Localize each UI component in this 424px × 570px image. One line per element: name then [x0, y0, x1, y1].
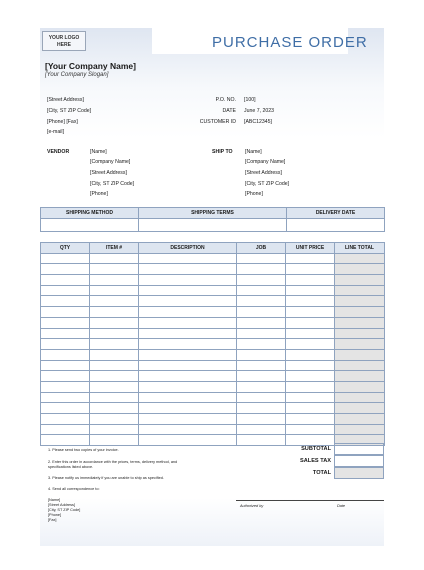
item-cell[interactable] — [41, 381, 90, 392]
correspondence-phone: [Phone] — [48, 513, 62, 517]
item-cell[interactable] — [41, 285, 90, 296]
total-label: TOTAL — [312, 470, 331, 476]
item-cell[interactable] — [237, 381, 286, 392]
table-row — [41, 339, 385, 350]
table-row — [41, 264, 385, 275]
customer-id-value: [ABC12345] — [244, 119, 272, 125]
table-row — [41, 285, 385, 296]
item-cell[interactable] — [139, 339, 237, 350]
logo-line-2: HERE — [57, 41, 71, 48]
table-row — [41, 371, 385, 382]
correspondence-name: [Name] — [48, 498, 61, 502]
item-cell[interactable] — [335, 424, 385, 435]
item-cell[interactable] — [41, 296, 90, 307]
authorized-by-label: Authorized by — [240, 504, 264, 508]
item-cell[interactable] — [41, 253, 90, 264]
item-cell[interactable] — [139, 275, 237, 286]
table-row — [41, 392, 385, 403]
customer-id-label: CUSTOMER ID — [199, 119, 236, 125]
item-cell[interactable] — [41, 275, 90, 286]
table-row — [41, 349, 385, 360]
item-cell[interactable] — [335, 264, 385, 275]
item-cell[interactable] — [335, 371, 385, 382]
item-cell[interactable] — [286, 307, 335, 318]
table-row — [41, 307, 385, 318]
signature-line — [236, 500, 384, 501]
item-cell[interactable] — [90, 360, 139, 371]
description-header: DESCRIPTION — [139, 243, 237, 254]
item-cell[interactable] — [90, 435, 139, 446]
vendor-company: [Company Name] — [90, 159, 131, 165]
item-cell[interactable] — [335, 339, 385, 350]
ship-to-street: [Street Address] — [245, 170, 282, 176]
item-cell[interactable] — [237, 307, 286, 318]
item-cell[interactable] — [90, 414, 139, 425]
item-cell[interactable] — [286, 339, 335, 350]
item-cell[interactable] — [41, 435, 90, 446]
delivery-date-cell[interactable] — [287, 218, 385, 231]
note-4: 4. Send all correspondence to: — [48, 487, 100, 491]
item-cell[interactable] — [139, 392, 237, 403]
ship-to-company: [Company Name] — [245, 159, 286, 165]
sender-street: [Street Address] — [47, 97, 84, 103]
item-cell[interactable] — [286, 317, 335, 328]
item-cell[interactable] — [286, 360, 335, 371]
item-cell[interactable] — [286, 253, 335, 264]
item-cell[interactable] — [237, 253, 286, 264]
item-cell[interactable] — [41, 349, 90, 360]
item-cell[interactable] — [41, 307, 90, 318]
subtotal-label: SUBTOTAL — [301, 446, 331, 452]
company-name: [Your Company Name] — [45, 61, 136, 71]
vendor-phone: [Phone] — [90, 191, 108, 197]
table-row — [41, 253, 385, 264]
note-3: 3. Please notify us immediately if you are unable to ship as specified. — [48, 476, 164, 480]
shipping-terms-header: SHIPPING TERMS — [139, 208, 287, 219]
table-row — [41, 275, 385, 286]
company-slogan: [Your Company Slogan] — [45, 72, 109, 78]
item-cell[interactable] — [286, 285, 335, 296]
item-cell[interactable] — [335, 285, 385, 296]
note-2b: specifications listed above. — [48, 465, 94, 469]
job-header: JOB — [237, 243, 286, 254]
item-cell[interactable] — [139, 253, 237, 264]
document-title: PURCHASE ORDER — [212, 34, 368, 51]
table-row — [41, 317, 385, 328]
note-1: 1. Please send two copies of your invoice. — [48, 448, 119, 452]
item-cell[interactable] — [237, 328, 286, 339]
table-row — [41, 414, 385, 425]
shipping-table — [40, 207, 385, 232]
item-cell[interactable] — [139, 381, 237, 392]
line-total-header: LINE TOTAL — [335, 243, 385, 254]
item-cell[interactable] — [335, 307, 385, 318]
item-cell[interactable] — [41, 339, 90, 350]
item-cell[interactable] — [335, 275, 385, 286]
item-cell[interactable] — [335, 328, 385, 339]
table-row — [41, 360, 385, 371]
sender-phone-fax: [Phone] [Fax] — [47, 119, 78, 125]
item-cell[interactable] — [237, 349, 286, 360]
vendor-street: [Street Address] — [90, 170, 127, 176]
item-cell[interactable] — [90, 328, 139, 339]
item-cell[interactable] — [237, 360, 286, 371]
item-cell[interactable] — [335, 392, 385, 403]
signature-date-label: Date — [337, 504, 346, 508]
item-cell[interactable] — [90, 392, 139, 403]
table-row — [41, 435, 385, 446]
item-cell[interactable] — [286, 264, 335, 275]
item-cell[interactable] — [90, 381, 139, 392]
item-cell[interactable] — [41, 317, 90, 328]
item-number-header: ITEM # — [90, 243, 139, 254]
item-cell[interactable] — [41, 403, 90, 414]
table-row — [41, 328, 385, 339]
ship-to-phone: [Phone] — [245, 191, 263, 197]
item-cell[interactable] — [335, 414, 385, 425]
item-cell[interactable] — [139, 371, 237, 382]
item-cell[interactable] — [41, 414, 90, 425]
item-cell[interactable] — [90, 349, 139, 360]
item-cell[interactable] — [286, 328, 335, 339]
date-value: June 7, 2023 — [244, 108, 274, 114]
sender-email: [e-mail] — [47, 129, 65, 135]
item-cell[interactable] — [139, 264, 237, 275]
item-cell[interactable] — [139, 307, 237, 318]
qty-header: QTY — [41, 243, 90, 254]
vendor-city: [City, ST ZIP Code] — [90, 181, 135, 187]
item-cell[interactable] — [139, 328, 237, 339]
shipping-method-header: SHIPPING METHOD — [41, 208, 139, 219]
item-cell[interactable] — [41, 328, 90, 339]
item-cell[interactable] — [286, 275, 335, 286]
item-cell[interactable] — [90, 424, 139, 435]
po-label: P.O. NO. — [215, 97, 236, 103]
item-cell[interactable] — [90, 253, 139, 264]
correspondence-street: [Street Address] — [48, 503, 76, 507]
correspondence-fax: [Fax] — [48, 518, 57, 522]
item-cell[interactable] — [90, 296, 139, 307]
item-cell[interactable] — [90, 371, 139, 382]
table-row — [41, 296, 385, 307]
subtotal-value[interactable] — [334, 443, 384, 455]
item-cell[interactable] — [139, 435, 237, 446]
item-cell[interactable] — [237, 317, 286, 328]
item-cell[interactable] — [90, 285, 139, 296]
ship-to-city: [City, ST ZIP Code] — [245, 181, 290, 187]
vendor-name: [Name] — [90, 149, 107, 155]
item-cell[interactable] — [41, 424, 90, 435]
item-cell[interactable] — [139, 296, 237, 307]
sales-tax-label: SALES TAX — [300, 458, 331, 464]
logo-line-1: YOUR LOGO — [48, 35, 80, 41]
item-cell[interactable] — [335, 403, 385, 414]
sender-city: [City, ST ZIP Code] — [47, 108, 92, 114]
item-cell[interactable] — [335, 360, 385, 371]
item-cell[interactable] — [90, 307, 139, 318]
unit-price-header: UNIT PRICE — [286, 243, 335, 254]
item-cell[interactable] — [237, 371, 286, 382]
item-cell[interactable] — [286, 381, 335, 392]
item-cell[interactable] — [90, 403, 139, 414]
item-cell[interactable] — [41, 360, 90, 371]
shipping-method-cell[interactable] — [41, 218, 139, 231]
correspondence-city: [City, ST ZIP Code] — [48, 508, 81, 512]
item-cell[interactable] — [90, 264, 139, 275]
item-cell[interactable] — [237, 424, 286, 435]
item-cell[interactable] — [139, 285, 237, 296]
vendor-label: VENDOR — [47, 149, 70, 155]
note-2a: 2. Enter this order in accordance with the prices, terms, delivery method, and — [48, 460, 178, 464]
table-row — [41, 403, 385, 414]
item-cell[interactable] — [139, 424, 237, 435]
item-cell[interactable] — [237, 275, 286, 286]
line-items-table — [40, 242, 385, 446]
item-cell[interactable] — [335, 349, 385, 360]
item-cell[interactable] — [90, 339, 139, 350]
item-cell[interactable] — [139, 317, 237, 328]
item-cell[interactable] — [286, 403, 335, 414]
item-cell[interactable] — [286, 392, 335, 403]
item-cell[interactable] — [335, 253, 385, 264]
item-cell[interactable] — [139, 403, 237, 414]
logo-placeholder — [42, 31, 86, 51]
item-cell[interactable] — [41, 392, 90, 403]
item-cell[interactable] — [139, 360, 237, 371]
ship-to-label: SHIP TO — [212, 149, 233, 155]
total-value[interactable] — [334, 467, 384, 479]
item-cell[interactable] — [286, 424, 335, 435]
item-cell[interactable] — [237, 285, 286, 296]
item-cell[interactable] — [90, 275, 139, 286]
item-cell[interactable] — [286, 435, 335, 446]
item-cell[interactable] — [335, 381, 385, 392]
item-cell[interactable] — [237, 414, 286, 425]
po-value: [100] — [244, 97, 256, 103]
item-cell[interactable] — [286, 414, 335, 425]
item-cell[interactable] — [90, 317, 139, 328]
item-cell[interactable] — [41, 371, 90, 382]
item-cell[interactable] — [335, 296, 385, 307]
sales-tax-value[interactable] — [334, 455, 384, 467]
item-cell[interactable] — [286, 349, 335, 360]
date-label: DATE — [222, 108, 236, 114]
item-cell[interactable] — [286, 296, 335, 307]
item-cell[interactable] — [237, 264, 286, 275]
delivery-date-header: DELIVERY DATE — [287, 208, 385, 219]
item-cell[interactable] — [335, 317, 385, 328]
shipping-terms-cell[interactable] — [139, 218, 287, 231]
item-cell[interactable] — [237, 339, 286, 350]
item-cell[interactable] — [237, 296, 286, 307]
item-cell[interactable] — [237, 435, 286, 446]
table-row — [41, 381, 385, 392]
table-row — [41, 424, 385, 435]
item-cell[interactable] — [286, 371, 335, 382]
ship-to-name: [Name] — [245, 149, 262, 155]
item-cell[interactable] — [237, 392, 286, 403]
item-cell[interactable] — [139, 414, 237, 425]
item-cell[interactable] — [41, 264, 90, 275]
item-cell[interactable] — [237, 403, 286, 414]
item-cell[interactable] — [139, 349, 237, 360]
